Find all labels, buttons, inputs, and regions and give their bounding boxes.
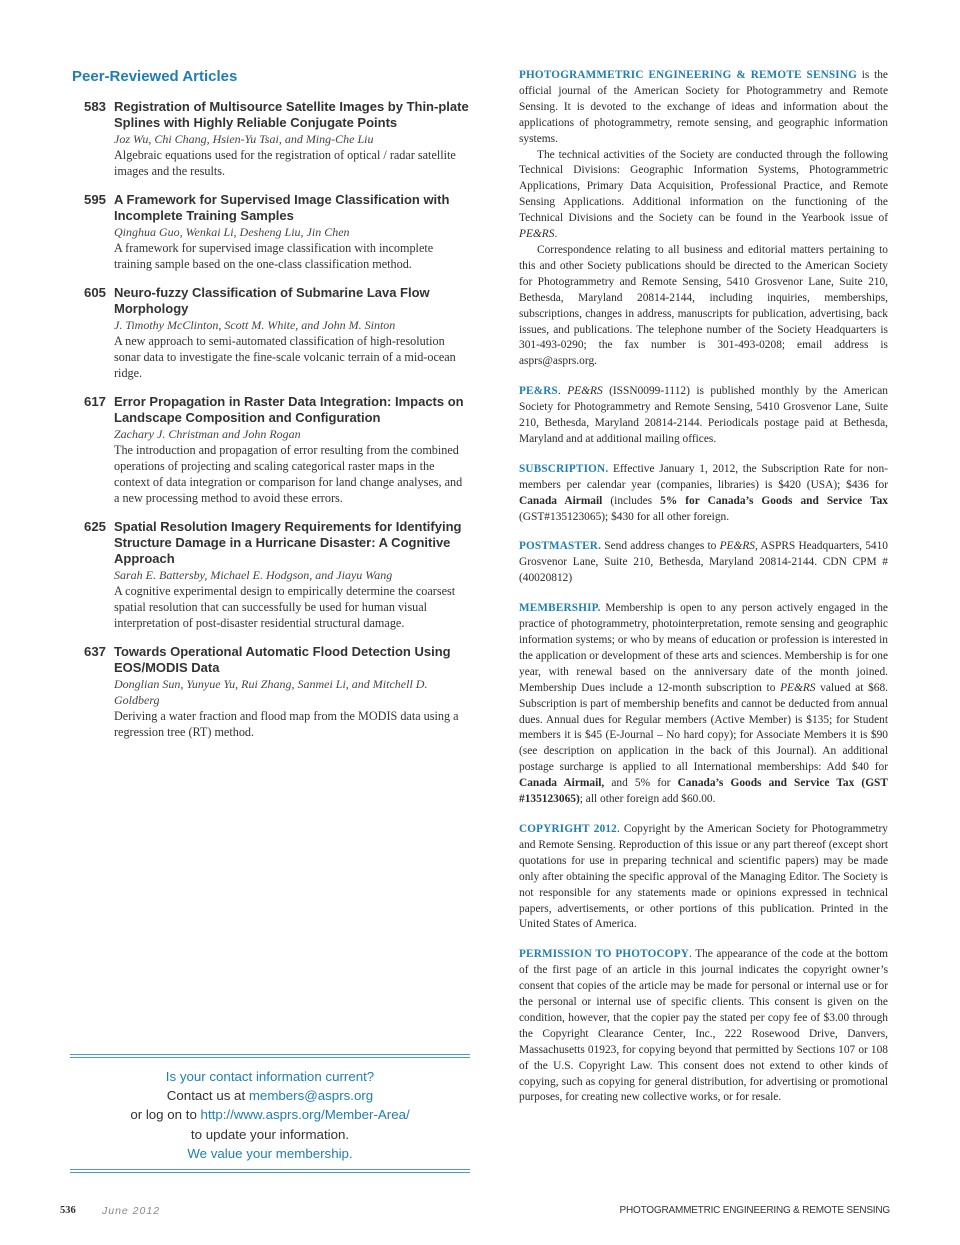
subscription-lead: SUBSCRIPTION. (519, 462, 609, 475)
article-description: A new approach to semi-automated classification of high-resolution sonar data to investigate the fine-scale volcanic terrain of a mid-ocean ridge. (114, 334, 456, 380)
member-area-link[interactable]: http://www.asprs.org/Member-Area/ (200, 1107, 410, 1123)
journal-abbrev: PE&RS (719, 540, 756, 553)
membership-text: Membership is open to any person actively engaged in the practice of photogrammetry, photointerpretation, remote sensing and geographic information systems; or who by means of education or profession is interested in the application or development of these arts and sciences. Membership is for one year, with renewal based on the anniversary date of the month joined. Membership Dues include a 12-month subscription to (519, 602, 888, 694)
pers-text: (ISSN0099-1112) is published monthly by the American Society for Photogrammetry and Remote Sensing, 5410 Grosvenor Lane, Suite 210, Bethesda, Maryland 20814-2144. Periodicals postage paid at Bethesda, Maryland and at additional mailing offices. (519, 385, 888, 445)
membership-text: valued at $68. Subscription is part of membership benefits and cannot be deducted from annual dues. Annual dues for Regular members (Active Member) is $135; for Student members it is $45 (E-Journal – No hard copy); for Associate Members it is $90 (see description on application in the back of this Journal). An additional postage surcharge is applied to all International memberships: Add $40 for (519, 681, 889, 774)
contact-closing-line: We value your membership. (187, 1145, 353, 1161)
intro-lead: PHOTOGRAMMETRIC ENGINEERING & REMOTE SENSING (519, 69, 858, 81)
permission-text: . The appearance of the code at the bottom of the first page of an article in this journal indicates the copyright owner’s consent that copies of the article may be made for personal or internal use or for the personal or internal use of specific clients. This consent is given on the condition, however, that the copier pay the stated per copy fee of $3.00 through the Copyright Clearance Center, Inc., 222 Rosewood Drive, Danvers, Massachusetts 01923, for copying beyond that permitted by Sections 107 or 108 of the U.S. Copyright Law. This consent does not extend to other kinds of copying, such as copying for general distribution, for advertising or promotional purposes, for creating new collective works, or for resale. (519, 948, 888, 1104)
article-entry (72, 519, 470, 631)
article-description: The introduction and propagation of error resulting from the combined operations of projecting and scaling categorical raster maps in the context of data integration or comparison for land change analyses, and a new processing method to avoid these errors. (114, 443, 463, 505)
postmaster-section (519, 539, 888, 587)
footer-date: June 2012 (102, 1205, 161, 1217)
subscription-text: (includes (602, 494, 661, 507)
contact-update-line: to update your information. (190, 1126, 350, 1142)
article-description: Algebraic equations used for the registration of optical / radar satellite images and the results. (114, 148, 456, 178)
article-entry (72, 285, 470, 381)
article-page-number: 583 (83, 99, 106, 114)
intro-section (519, 68, 888, 370)
membership-bold: Canada’s Goods and Service Tax (GST #135123065) (519, 777, 888, 806)
journal-abbrev: PE&RS (780, 681, 816, 694)
article-description: A cognitive experimental design to empirically determine the coarsest spatial resolution that can successfully be used for human visual interpretation of post-disaster residential structural damage. (114, 584, 456, 630)
article-description: Deriving a water fraction and flood map from the MODIS data using a regression tree (RT) method. (114, 709, 459, 739)
permission-lead: PERMISSION TO PHOTOCOPY (519, 948, 690, 961)
pers-sep: . (557, 385, 568, 398)
article-title[interactable]: A Framework for Supervised Image Classification with Incomplete Training Samples (114, 192, 450, 223)
copyright-section (519, 822, 888, 933)
article-body (114, 285, 470, 381)
contact-text (70, 1060, 470, 1169)
contact-email-link[interactable]: members@asprs.org (248, 1088, 374, 1104)
pers-section (519, 384, 888, 448)
article-body (114, 99, 470, 179)
copyright-text: . Copyright by the American Society for Photogrammetry and Remote Sensing. Reproduction of this issue or any part thereof (except short quotations for use in preparing technical and scientific papers) may be made only after obtaining the specific approval of the Managing Editor. The Society is not responsible for any statements made or opinions expressed in technical papers, advertisements, or other portions of this publication. Printed in the United States of America. (519, 822, 889, 931)
membership-bold: Canada Airmail, (519, 777, 605, 790)
article-page-number: 625 (83, 519, 106, 534)
article-title[interactable]: Error Propagation in Raster Data Integration: Impacts on Landscape Composition and Configuration (114, 394, 464, 425)
article-title[interactable]: Towards Operational Automatic Flood Detection Using EOS/MODIS Data (114, 644, 451, 675)
article-body (114, 394, 470, 506)
contact-info-box (70, 1054, 470, 1166)
article-body (114, 519, 470, 631)
article-page-number: 617 (83, 394, 106, 409)
article-title[interactable]: Neuro-fuzzy Classification of Submarine Lava Flow Morphology (114, 285, 430, 316)
article-authors: Qinghua Guo, Wenkai Li, Desheng Liu, Jin Chen (114, 225, 350, 239)
article-authors: Zachary J. Christman and John Rogan (114, 427, 301, 441)
top-rule (70, 1054, 470, 1055)
article-authors: J. Timothy McClinton, Scott M. White, and John M. Sinton (114, 318, 396, 332)
top-rule (70, 1057, 470, 1058)
footer-journal-name: PHOTOGRAMMETRIC ENGINEERING & REMOTE SENSING (619, 1205, 890, 1216)
page-footer (60, 1205, 890, 1221)
journal-abbrev: PE&RS (567, 385, 603, 398)
article-authors: Joz Wu, Chi Chang, Hsien-Yu Tsai, and Ming-Che Liu (114, 132, 374, 146)
article-page-number: 605 (83, 285, 106, 300)
subscription-bold: Canada Airmail (519, 494, 603, 507)
journal-info-column (519, 68, 888, 1120)
subscription-text: Effective January 1, 2012, the Subscription Rate for non-members per calendar year (companies, libraries) is $420 (USA); $436 for (519, 462, 888, 491)
article-body (114, 644, 470, 740)
membership-text: ; all other foreign add $60.00. (579, 793, 716, 806)
peer-reviewed-articles-column (72, 68, 470, 753)
pers-lead: PE&RS (519, 385, 558, 398)
article-page-number: 637 (83, 644, 106, 659)
article-page-number: 595 (83, 192, 106, 207)
article-entry (72, 99, 470, 179)
contact-email-line (70, 1086, 470, 1105)
footer-page-number: 536 (60, 1205, 76, 1216)
permission-section (519, 947, 888, 1106)
contact-question: Is your contact information current? (165, 1069, 375, 1084)
membership-section (519, 601, 888, 808)
journal-abbrev: PE&RS (519, 228, 555, 241)
contact-url-line (70, 1105, 470, 1124)
postmaster-text: , ASPRS Headquarters, 5410 Grosvenor Lane, Suite 210, Bethesda, Maryland 20814-2144. CDN CPM #(40020812) (519, 540, 889, 585)
contact-url-prefix: or log on to (130, 1107, 201, 1123)
subscription-text: (GST#135123065); $430 for all other foreign. (519, 510, 730, 523)
article-entry (72, 394, 470, 506)
membership-text: and 5% for (604, 777, 678, 790)
copyright-lead: COPYRIGHT 2012 (519, 822, 617, 835)
membership-lead: MEMBERSHIP. (519, 602, 601, 615)
article-body (114, 192, 470, 272)
postmaster-lead: POSTMASTER. (519, 540, 602, 553)
intro-text: is the official journal of the American Society for Photogrammetry and Remote Sensing. It is devoted to the exchange of ideas and information about the applications of photogrammetry, remote sensing, and geographic information systems. (519, 69, 888, 145)
postmaster-text: Send address changes to (601, 540, 720, 553)
contact-email-prefix: Contact us at (166, 1088, 249, 1104)
article-title[interactable]: Registration of Multisource Satellite Images by Thin-plate Splines with Highly Reliable Conjugate Points (114, 99, 469, 130)
article-authors: Sarah E. Battersby, Michael E. Hodgson, and Jiayu Wang (114, 568, 393, 582)
article-authors: Donglian Sun, Yunyue Yu, Rui Zhang, Sanmei Li, and Mitchell D. Goldberg (114, 677, 428, 707)
subscription-bold: 5% for Canada’s Goods and Service Tax (660, 494, 888, 507)
section-title: Peer-Reviewed Articles (72, 68, 238, 85)
article-entry (72, 644, 470, 740)
correspondence-text: Correspondence relating to all business and editorial matters pertaining to this and other Society publications should be directed to the American Society for Photogrammetry and Remote Sensing, 5410 Grosvenor Lane, Suite 210, Bethesda, Maryland 20814-2144, including inquiries, memberships, subscriptions, changes in address, manuscripts for publication, advertising, back issues, and publications. The telephone number of the Society Headquarters is 301-493-0290; the fax number is 301-493-0208; email address is asprs@asprs.org. (519, 243, 888, 368)
subscription-section (519, 462, 888, 526)
bottom-rule (70, 1169, 470, 1170)
article-description: A framework for supervised image classification with incomplete training sample based on the one-class classification method. (114, 241, 434, 271)
bottom-rule (70, 1172, 470, 1173)
divisions-end: . (554, 228, 558, 241)
divisions-text: The technical activities of the Society are conducted through the following Technical Divisions: Geographic Information Systems, Photogrammetric Applications, Primary Data Acquisition, Professional Practice, and Remote Sensing Applications. Additional information on the functioning of the Technical Divisions and the Society can be found in the Yearbook issue of (519, 148, 888, 225)
article-entry (72, 192, 470, 272)
article-title[interactable]: Spatial Resolution Imagery Requirements for Identifying Structure Damage in a Hurricane Disaster: A Cognitive Approach (114, 519, 462, 566)
